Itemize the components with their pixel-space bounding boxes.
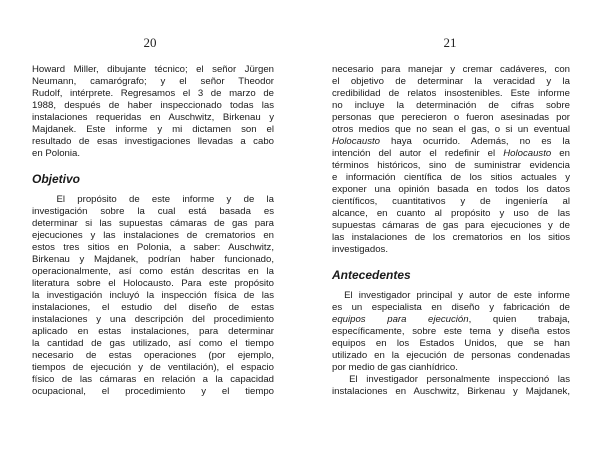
text-line: términos históricos, sino de suministrar evidencia	[332, 160, 570, 171]
text-line: equipos en los Estados Unidos, que se han	[332, 338, 570, 349]
paragraph-intro-continued	[32, 64, 274, 160]
text-line: investigados.	[332, 244, 388, 255]
text-line: operacionalmente, así como están descritas en la	[32, 266, 274, 277]
text-line: instalaciones en Auschwitz, Birkenau y Majdanek,	[332, 386, 570, 397]
section-heading-objetivo: Objetivo	[32, 172, 81, 186]
text-line: tiempos de ejecución y de ventilación), el espacio	[32, 362, 274, 373]
page-number-right: 21	[443, 35, 457, 50]
text-line: científicos, cuantitativos y de ingeniería al	[332, 196, 570, 207]
right-text-column	[332, 64, 570, 398]
paragraph-objetivo	[32, 194, 274, 398]
text-line-italic-equipos: equipos para ejecución, quien trabaja,	[332, 314, 570, 325]
text-line: en Polonia.	[32, 148, 81, 159]
text-line: credibilidad de relatos insostenibles. Este informe	[332, 88, 570, 99]
text-line: es un especialista en diseño y fabricación de	[332, 302, 570, 313]
text-line: instalaciones y una descripción del procedimiento	[32, 314, 274, 325]
text-line: El investigador principal y autor de este informe	[332, 290, 570, 301]
text-line: ejecuciones y las instalaciones de crematorios en	[32, 230, 274, 241]
text-line: determinar si las supuestas cámaras de gas para	[32, 218, 274, 229]
text-line: Majdanek. Este informe y mi dictamen son el	[32, 124, 274, 135]
text-line: personas que perecieron o fueron asesinadas por	[332, 112, 570, 123]
text-line-italic-holocausto: Holocausto haya ocurrido. Además, no es la	[332, 136, 570, 147]
text-line: Neumann, camarógrafo; y el señor Theodor	[32, 76, 274, 87]
text-line: investigación sobre la cual está basada es	[32, 206, 274, 217]
right-page	[300, 0, 600, 471]
paragraph-antecedentes	[332, 290, 570, 398]
text-line: e información científica de los sitios actuales y	[332, 172, 570, 183]
text-line: literatura sobre el Holocausto. Para este propósito	[32, 278, 274, 289]
text-line: específicamente, sobre este tema y diseña estos	[332, 326, 570, 337]
text-line: ocupacional, el procedimiento y el tiempo	[32, 386, 274, 397]
text-line: exponer una opinión basada en todos los datos	[332, 184, 570, 195]
text-line: Howard Miller, dibujante técnico; el señor Jürgen	[32, 64, 274, 75]
text-line: las instalaciones de los crematorios en los sitios	[332, 232, 570, 243]
text-line: necesario para manejar y cremar cadáveres, con	[332, 64, 570, 75]
text-line: supuestas cámaras de gas para ejecuciones y de	[332, 220, 570, 231]
text-line: Rudolf, intérprete. Regresamos el 3 de marzo de	[32, 88, 274, 99]
section-heading-antecedentes: Antecedentes	[332, 268, 411, 282]
text-line: utilizado en la ejecución de personas condenadas	[332, 350, 570, 361]
text-line: instalaciones requeridas en Auschwitz, Birkenau y	[32, 112, 274, 123]
text-line: alcance, en cuanto al propósito y uso de las	[332, 208, 570, 219]
paragraph-objetivo-continued	[332, 64, 570, 256]
text-line: necesario de estas operaciones (por ejemplo,	[32, 350, 274, 361]
left-text-column	[32, 64, 274, 398]
text-line: instalaciones, el estudio del diseño de estas	[32, 302, 274, 313]
text-line: por medio de gas cianhídrico.	[332, 362, 458, 373]
text-line: aplicado en estas instalaciones, para determinar	[32, 326, 274, 337]
text-line: no incluye la determinación de cifras sobre	[332, 100, 570, 111]
text-line: El propósito de este informe y de la	[32, 194, 274, 205]
text-line: otros medios que no sean el gas, o si un eventual	[332, 124, 570, 135]
page-number-left: 20	[143, 35, 157, 50]
text-line: Birkenau y Majdanek, podrían haber funcionado,	[32, 254, 274, 265]
text-line: la investigación incluyó la inspección física de las	[32, 290, 274, 301]
text-line: estos tres sitios en Polonia, a saber: Auschwitz,	[32, 242, 274, 253]
text-line: la cantidad de gas utilizado, así como el tiempo	[32, 338, 274, 349]
text-line: 1988, después de haber inspeccionado todas las	[32, 100, 274, 111]
text-line-italic-holocausto: intención del autor el redefinir el Holocausto en	[332, 148, 570, 159]
text-line: el objetivo de determinar la veracidad y la	[332, 76, 570, 87]
text-line: resultado de esas investigaciones llevadas a cabo	[32, 136, 274, 147]
text-line: El investigador personalmente inspeccionó las	[332, 374, 570, 385]
text-line: físico de las cámaras en relación a la capacidad	[32, 374, 274, 385]
